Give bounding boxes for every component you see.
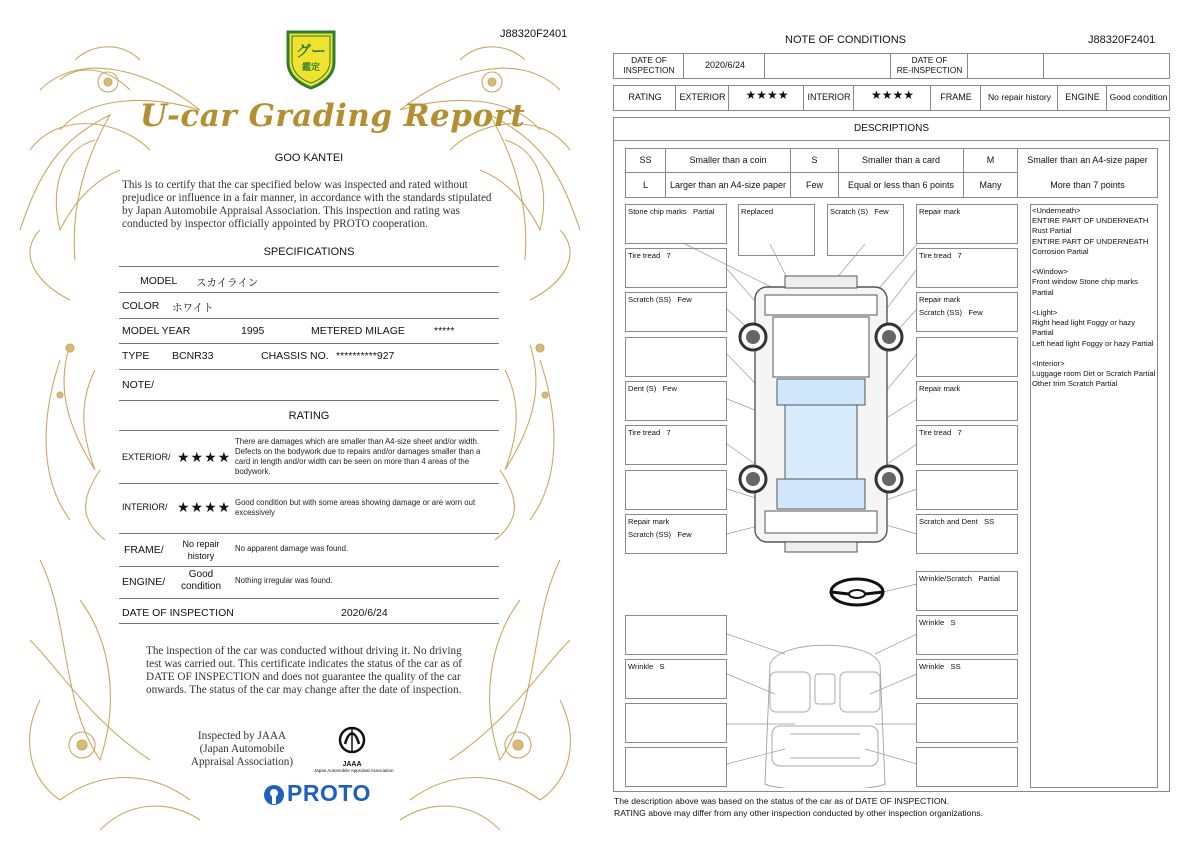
frame-value [172, 538, 230, 562]
damage-box: Tire tread 7 [916, 425, 1018, 465]
date-of-inspection-label-line-1: DATE OF [631, 55, 667, 65]
underneath-note-line [1032, 257, 1156, 267]
type-value: BCNR33 [172, 350, 214, 362]
rating-row-interior-stars: ★★★★ [870, 88, 915, 102]
footer-line-1: The description above was based on the status of the car as of DATE OF INSPECTION. [614, 796, 950, 806]
underneath-note-line: Rust Partial [1032, 226, 1072, 236]
engine-description: Nothing irregular was found. [235, 576, 333, 585]
rating-row-interior: INTERIOR [807, 92, 851, 102]
date-of-inspection-label [614, 55, 684, 75]
divider [119, 343, 499, 344]
jaaa-logo [314, 724, 394, 778]
underneath-note-line: Right head light Foggy or hazy Partial [1032, 318, 1135, 338]
damage-box: Repair mark Scratch (SS) Few [916, 292, 1018, 332]
legend-s-desc: Smaller than a card [861, 155, 941, 165]
inspected-by-line-1: Inspected by JAAA [197, 730, 287, 742]
reinspection-label-line-1: DATE OF [911, 55, 948, 65]
divider [119, 598, 499, 599]
engine-value-line-1: Good [188, 569, 214, 580]
damage-box [625, 337, 727, 377]
legend-many-desc: More than 7 points [1050, 180, 1125, 190]
chassis-label: CHASSIS NO. [261, 350, 329, 362]
divider [119, 318, 499, 319]
note-label: NOTE/ [122, 379, 155, 391]
rating-row-label: RATING [628, 92, 662, 102]
damage-box [625, 747, 727, 787]
inspected-by [182, 730, 302, 769]
damage-box: Repair mark [916, 204, 1018, 244]
damage-box: Tire tread 7 [625, 248, 727, 288]
rating-row-engine-value: Good condition [1109, 92, 1168, 102]
damage-box [916, 703, 1018, 743]
jaaa-logo-text: JAAA [342, 761, 362, 768]
interior-label: INTERIOR/ [122, 502, 168, 512]
certification-text: This is to certify that the car specified below was inspected and rated without prejudice or influence in a fair manner, in accordance with the standards stipulated by Japan Automobile Appraisal Association. This inspection and rating was conducted by inspector officially appointed by PROTO cooperation. [122, 179, 492, 230]
conditions-report-id: J88320F2401 [1088, 34, 1156, 46]
damage-box: Tire tread 7 [625, 425, 727, 465]
divider [119, 430, 499, 431]
damage-box: Stone chip marks Partial [625, 204, 727, 244]
conditions-footer [614, 795, 983, 819]
report-subtitle: GOO KANTEI [274, 152, 344, 164]
divider [119, 483, 499, 484]
inspected-by-line-3: Appraisal Association) [190, 756, 294, 768]
underneath-note-line: Corrosion Partial [1032, 246, 1089, 256]
rating-row-frame: FRAME [940, 92, 972, 102]
rating-row-exterior: EXTERIOR [679, 92, 726, 102]
model-label: MODEL [140, 275, 178, 287]
reinspection-label [891, 55, 968, 75]
legend-m-desc: Smaller than an A4-size paper [1027, 155, 1148, 165]
report-title: U-car Grading Report [140, 98, 526, 134]
divider [119, 292, 499, 293]
damage-box: Repair mark Scratch (SS) Few [625, 514, 727, 554]
engine-value [172, 569, 230, 593]
rating-heading: RATING [288, 410, 330, 422]
underneath-note-line [1032, 349, 1156, 359]
legend-ss: SS [639, 155, 652, 165]
footer-line-2: RATING above may differ from any other inspection conducted by other inspection organizations. [614, 808, 983, 818]
rating-row-frame-value: No repair history [987, 92, 1052, 102]
damage-box: Repair mark [916, 381, 1018, 421]
mileage-value: ***** [434, 325, 455, 337]
interior-stars: ★★★★ [177, 499, 232, 515]
conditions-title: NOTE OF CONDITIONS [785, 34, 906, 46]
report-id: J88320F2401 [500, 28, 568, 40]
damage-box [916, 747, 1018, 787]
legend-ss-desc: Smaller than a coin [689, 155, 767, 165]
model-value: スカイライン [196, 277, 259, 289]
underneath-note-line: Front window Stone chip marks Partial [1032, 277, 1138, 297]
model-year-value: 1995 [241, 325, 265, 337]
damage-box [916, 470, 1018, 510]
date-of-inspection-value: 2020/6/24 [704, 60, 746, 70]
underneath-note-line: ENTIRE PART OF UNDERNEATH [1032, 216, 1149, 226]
reinspection-value-cell [967, 53, 1044, 79]
legend-many: Many [979, 180, 1002, 190]
specifications-heading: SPECIFICATIONS [263, 246, 355, 258]
underneath-note-line: Left head light Foggy or hazy Partial [1032, 338, 1154, 348]
damage-box [625, 470, 727, 510]
damage-box: Wrinkle S [916, 615, 1018, 655]
rating-row-exterior-stars: ★★★★ [745, 88, 789, 102]
inspection-disclaimer: The inspection of the car was conducted without driving it. No driving test was carried out. This certificate indicates the status of the car as of DATE OF INSPECTION and does not guarantee the quality of the car onwards. The status of the car may change after the date of inspection. [146, 645, 463, 696]
divider [119, 369, 499, 370]
jaaa-emblem-icon [337, 724, 367, 756]
jaaa-logo-subtext: Japan Automobile Appraisal Association [314, 768, 394, 773]
underneath-note-line: <Window> [1032, 267, 1068, 277]
damage-box: Wrinkle SS [916, 659, 1018, 699]
mileage-label: METERED MILAGE [311, 325, 405, 337]
seal-subtext: 鑑定 [301, 63, 321, 73]
model-year-label: MODEL YEAR [122, 325, 191, 337]
exterior-label: EXTERIOR/ [122, 452, 171, 462]
inspected-by-line-2: (Japan Automobile [199, 743, 285, 755]
legend-l: L [642, 180, 648, 190]
underneath-notes [1032, 206, 1156, 390]
reinspection-label-line-2: RE-INSPECTION [896, 65, 963, 75]
damage-box: Wrinkle/Scratch Partial [916, 571, 1018, 611]
divider [119, 266, 499, 267]
underneath-note-line: <Underneath> [1032, 206, 1081, 215]
damage-box [625, 703, 727, 743]
damage-box [625, 615, 727, 655]
date-of-inspection-label-line-2: INSPECTION [623, 65, 675, 75]
color-label: COLOR [122, 300, 160, 312]
legend-m: M [986, 155, 995, 165]
legend-s: S [811, 155, 818, 165]
proto-logo-text: PROTO [287, 780, 371, 806]
underneath-note-line: <Interior> [1032, 359, 1065, 368]
underneath-note-line: <Light> [1032, 308, 1058, 317]
damage-box: Tire tread 7 [916, 248, 1018, 288]
color-value: ホワイト [172, 302, 214, 314]
damage-box: Replaced [738, 204, 815, 256]
divider [119, 623, 499, 624]
legend-few-desc: Equal or less than 6 points [847, 180, 955, 190]
engine-label: ENGINE/ [122, 576, 166, 588]
underneath-note-line: Luggage room Dirt or Scratch Partial [1032, 369, 1156, 379]
descriptions-heading: DESCRIPTIONS [853, 123, 929, 134]
frame-value-line-1: No repair [182, 539, 220, 549]
engine-value-line-2: condition [180, 581, 222, 592]
frame-description: No apparent damage was found. [235, 544, 349, 553]
divider [119, 400, 499, 401]
legend-few: Few [805, 180, 823, 190]
damage-box: Dent (S) Few [625, 381, 727, 421]
damage-box [916, 337, 1018, 377]
date-value: 2020/6/24 [341, 607, 388, 619]
damage-box: Scratch and Dent SS [916, 514, 1018, 554]
date-label: DATE OF INSPECTION [122, 607, 234, 619]
divider [119, 566, 499, 567]
seal-text: グー [295, 42, 327, 60]
damage-box: Scratch (SS) Few [625, 292, 727, 332]
underneath-note-line: ENTIRE PART OF UNDERNEATH [1032, 236, 1149, 246]
frame-label: FRAME/ [124, 544, 164, 556]
legend-l-desc: Larger than an A4-size paper [669, 180, 787, 190]
underneath-note-line: Other trim Scratch Partial [1032, 379, 1118, 389]
interior-description: Good condition but with some areas showing damage or are worn out excessively [235, 498, 476, 517]
underneath-note-line [1032, 298, 1156, 308]
type-label: TYPE [122, 350, 150, 362]
rating-row-engine: ENGINE [1065, 92, 1100, 102]
frame-value-line-2: history [187, 551, 215, 561]
divider [119, 533, 499, 534]
exterior-description: There are damages which are smaller than A4-size sheet and/or width. Defects on the bodywork due to repairs and/or damages smaller than a card in length and/or width can be seen on more than 4 areas of the bodywork. [235, 437, 481, 476]
chassis-value: **********927 [336, 350, 395, 362]
goo-seal-icon [282, 28, 340, 90]
damage-box: Wrinkle S [625, 659, 727, 699]
exterior-stars: ★★★★ [177, 449, 232, 465]
damage-box: Scratch (S) Few [827, 204, 904, 256]
